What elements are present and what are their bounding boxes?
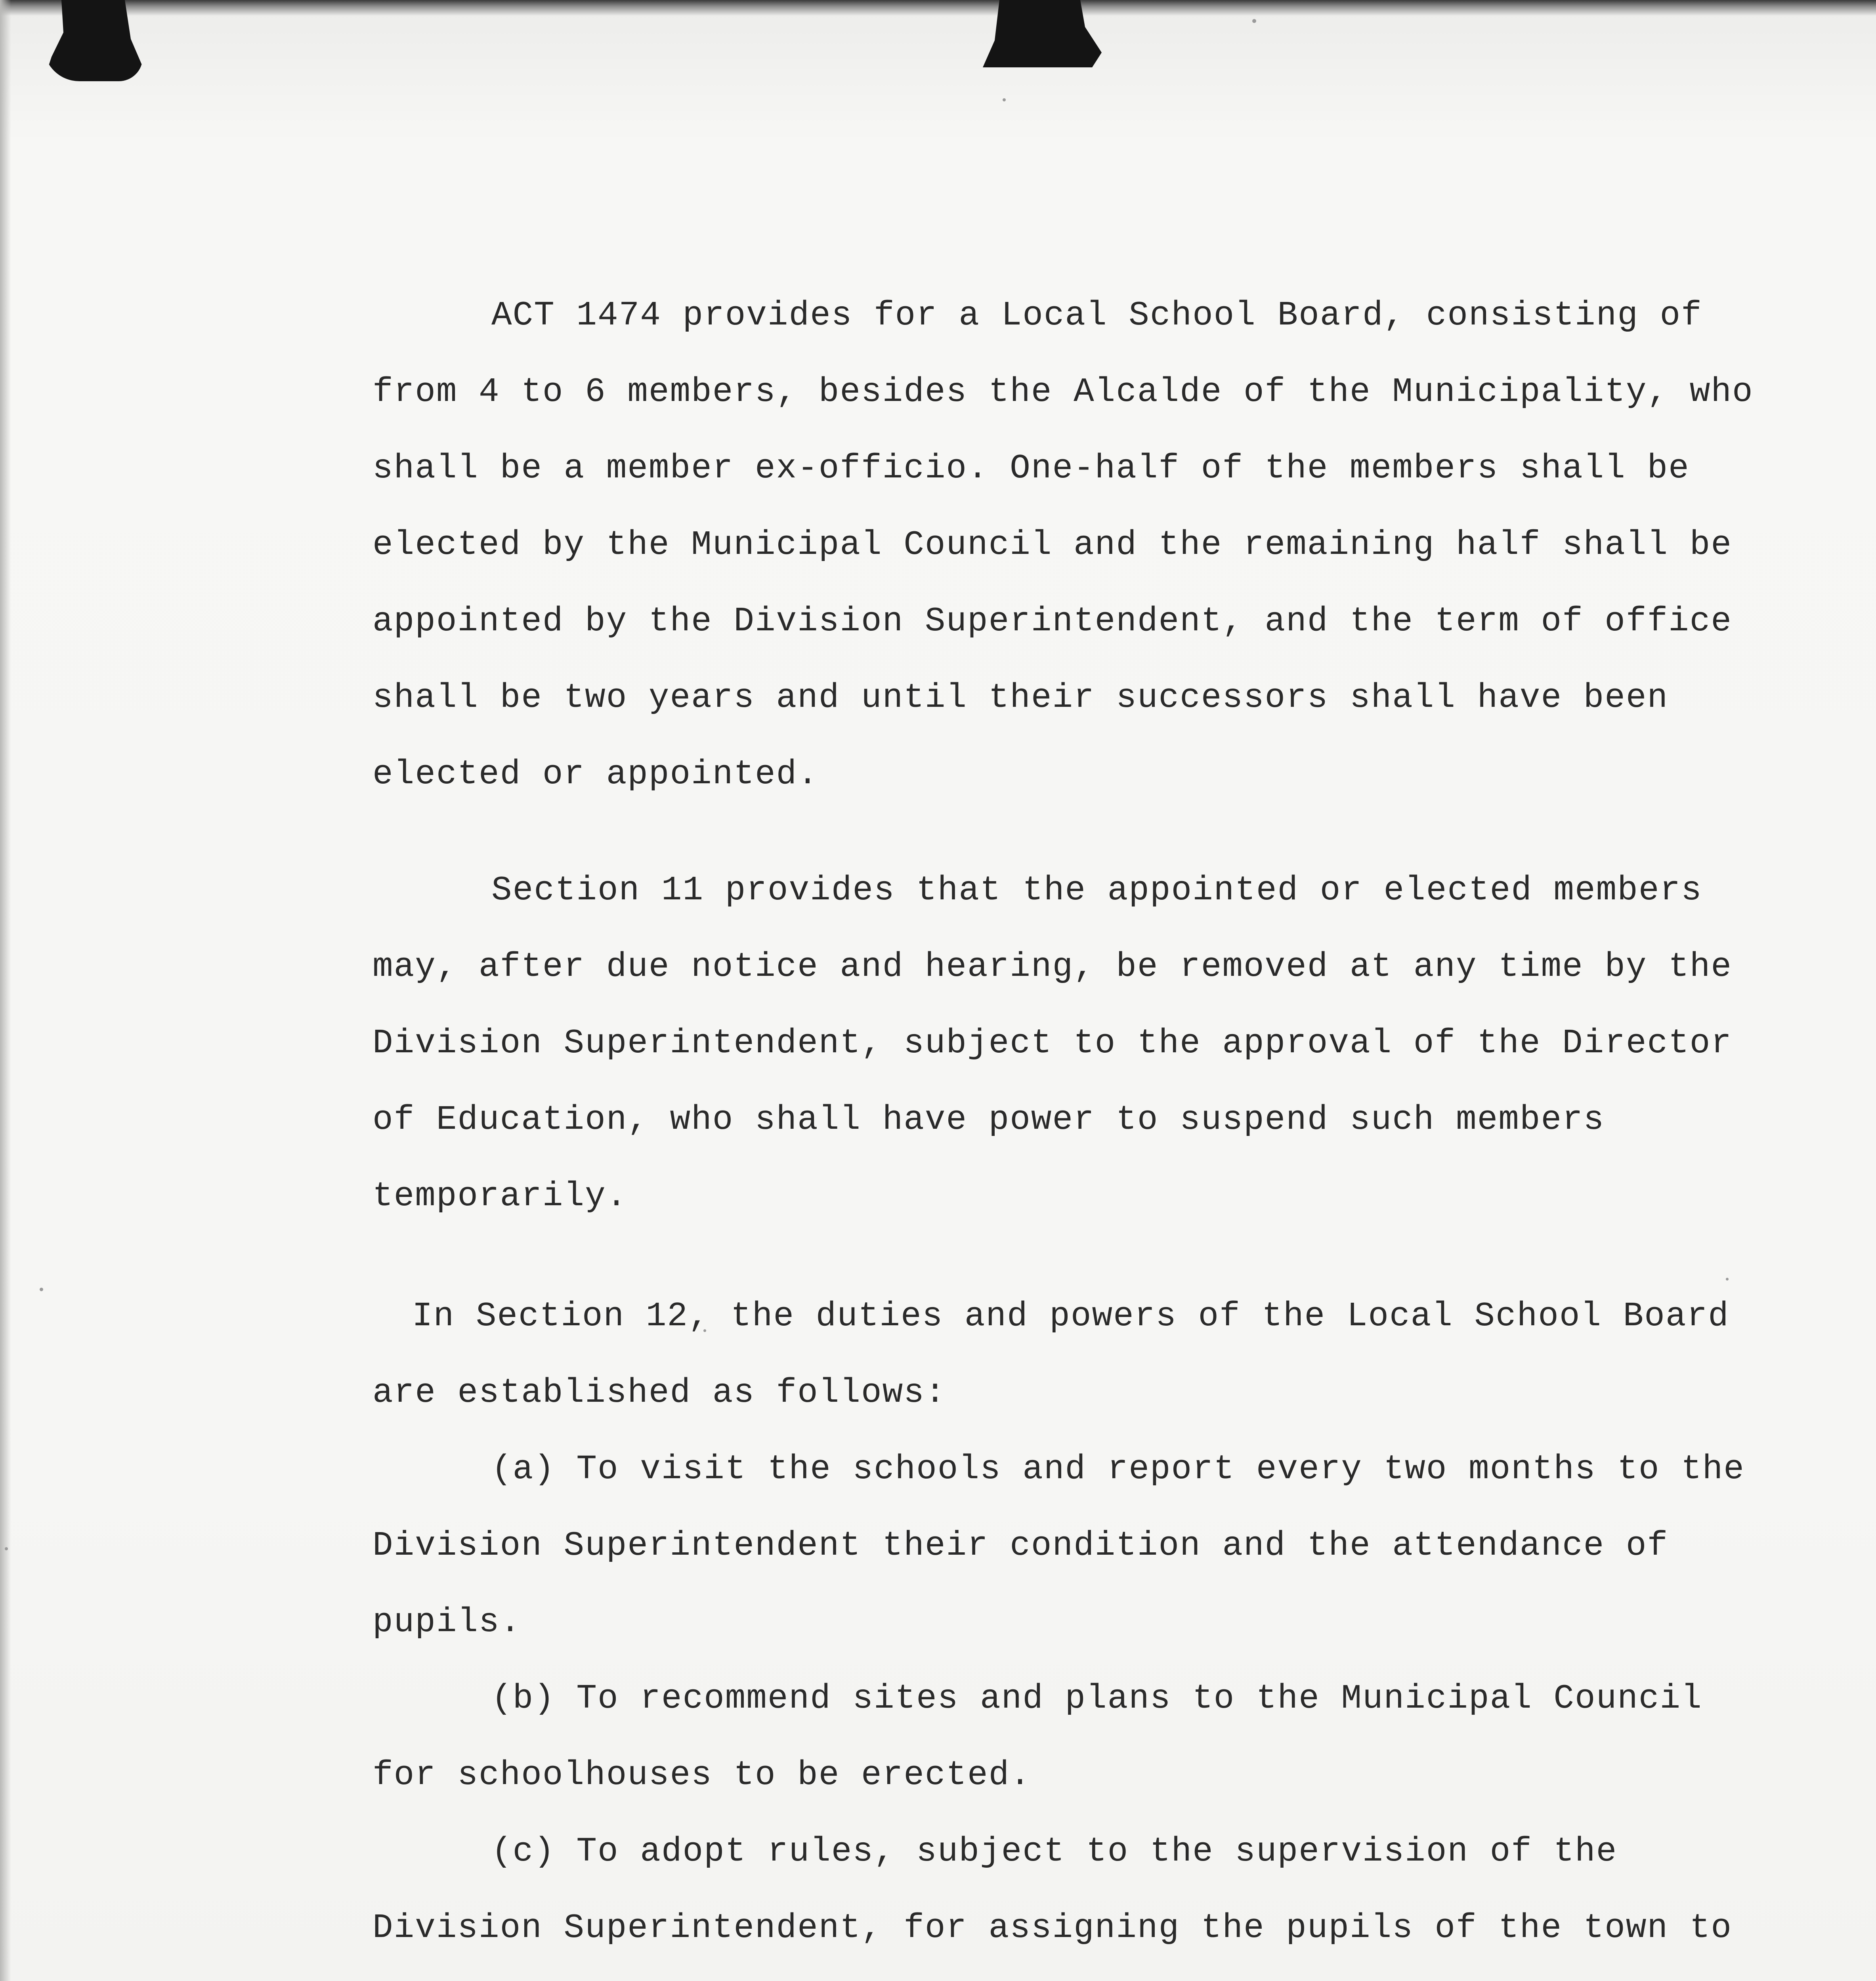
- page-top-shadow: [0, 0, 1876, 16]
- paragraph-section-12: In Section 12, the duties and powers of the Local School Board are established as follows:: [373, 1297, 1729, 1412]
- document-body: [373, 277, 1783, 1981]
- scan-speck: [5, 1547, 8, 1550]
- list-item-b: (b) To recommend sites and plans to the Municipal Council for schoolhouses to be erected.: [373, 1679, 1702, 1794]
- scan-speck: [1252, 19, 1256, 23]
- list-item-a: (a) To visit the schools and report every two months to the Division Superintendent their condition and the attendance of pupils.: [373, 1450, 1745, 1641]
- scan-speck: [1003, 98, 1006, 101]
- page-left-shadow: [0, 0, 11, 1981]
- paragraph-section-11: Section 11 provides that the appointed or elected members may, after due notice and hearing, be removed at any time by the Division Superintendent, subject to the approval of the Director of Education, who shall have power to suspend such members temporarily.: [373, 871, 1732, 1216]
- paragraph-act-1474: ACT 1474 provides for a Local School Board, consisting of from 4 to 6 members, besides the Alcalde of the Municipality, who shall be a member ex-officio. One-half of the members shall be elected by the Municipal Council and the remaining half shall be appointed by the Division Superintendent, and the term of office shall be two years and until their successors shall have been elected or appointed.: [373, 296, 1754, 794]
- scan-speck: [40, 1288, 43, 1291]
- list-item-c: (c) To adopt rules, subject to the supervision of the Division Superintendent, for assigning the pupils of the town to: [373, 1832, 1732, 1947]
